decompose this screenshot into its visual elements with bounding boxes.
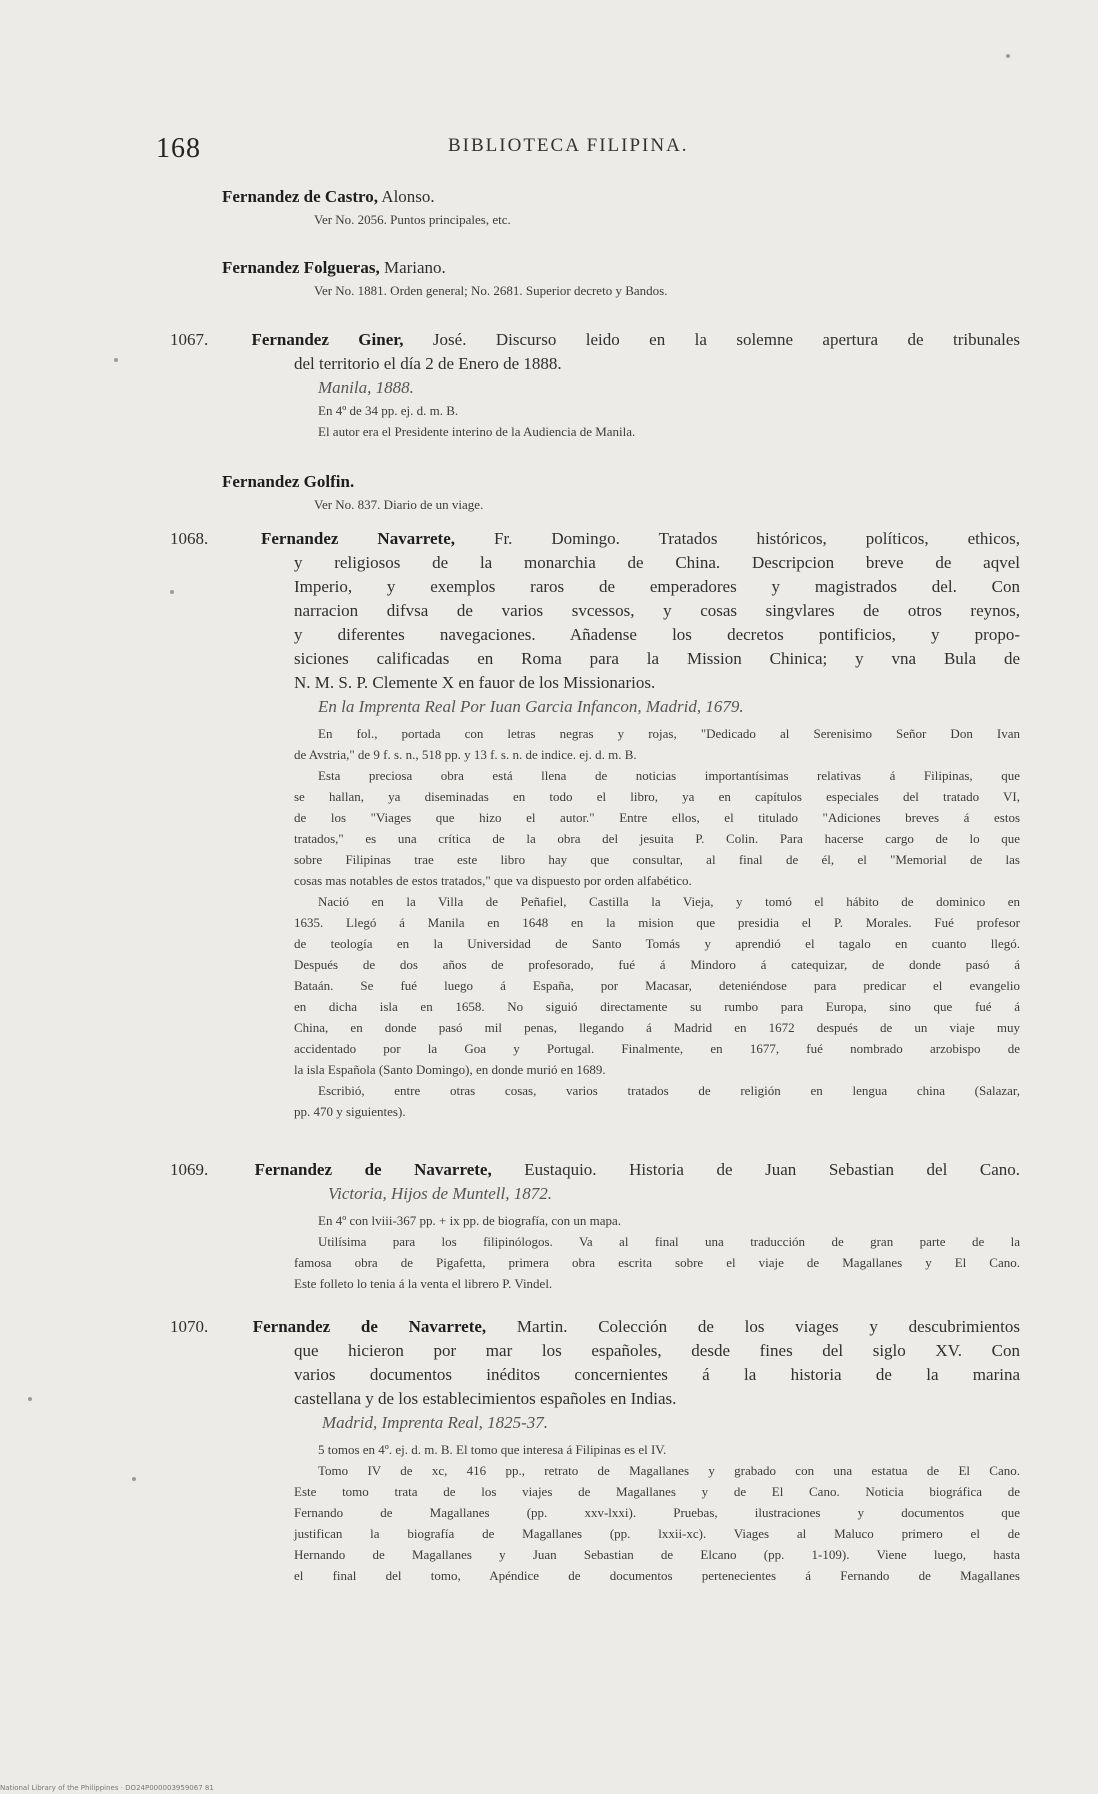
note-line: Este folleto lo tenia á la venta el librero P. Vindel.: [294, 1276, 553, 1291]
note-line: Este tomo trata de los viajes de Magallanes y de El Cano. Noticia biográfica de: [294, 1484, 1020, 1499]
author-name: Fernandez Golfin.: [222, 472, 355, 491]
note-line: Nació en la Villa de Peñafiel, Castilla la Vieja, y tomó el hábito de dominico en: [318, 894, 1020, 909]
note-line: 1635. Llegó á Manila en 1648 en la mision que presidia el P. Morales. Fué profesor: [294, 915, 1020, 930]
author-name: Fernandez de Navarrete,: [254, 1160, 492, 1179]
author-name: Fernandez Navarrete,: [261, 529, 455, 548]
scan-speck: [114, 358, 118, 362]
title-line: castellana y de los establecimientos españoles en Indias.: [294, 1389, 677, 1408]
note-line: de los "Viages que hizo el autor." Entre ellos, el titulado "Adiciones breves á estos: [294, 810, 1020, 825]
entry-1069: [0, 1158, 1098, 1294]
note-line: pp. 470 y siguientes).: [294, 1104, 406, 1119]
ref-heading: [0, 470, 1098, 494]
imprint: Manila, 1888.: [318, 378, 414, 397]
title-line: Imperio, y exemplos raros de emperadores y magistrados del. Con: [294, 577, 1020, 596]
title-line: del territorio el día 2 de Enero de 1888.: [294, 354, 562, 373]
note-line: China, en donde pasó mil penas, llegando á Madrid en 1672 después de un viaje muy: [294, 1020, 1020, 1035]
ref-heading: [0, 256, 1098, 280]
cross-reference-golfin: [0, 470, 1098, 515]
note-line: Escribió, entre otras cosas, varios tratados de religión en lengua china (Salazar,: [318, 1083, 1020, 1098]
author-name: Fernandez Folgueras,: [222, 258, 380, 277]
author-given-name: Martin.: [516, 1317, 568, 1336]
page-number: 168: [156, 133, 201, 164]
title-line: Historia de Juan Sebastian del Cano.: [629, 1160, 1021, 1179]
note-line: sobre Filipinas trae este libro hay que consultar, al final de él, el "Memorial de las: [294, 852, 1020, 867]
scan-credit: National Library of the Philippines · DO24P000003959067 81: [0, 1784, 214, 1792]
entry-1070: [0, 1315, 1098, 1586]
author-given-name: Fr. Domingo.: [493, 529, 620, 548]
imprint: Madrid, Imprenta Real, 1825-37.: [322, 1413, 549, 1432]
imprint: Victoria, Hijos de Muntell, 1872.: [328, 1184, 552, 1203]
note-line: Fernando de Magallanes (pp. xxv-lxxi). Pruebas, ilustraciones y documentos que: [294, 1505, 1020, 1520]
see-reference: Ver No. 837. Diario de un viage.: [314, 497, 484, 512]
note-line: de Avstria," de 9 f. s. n., 518 pp. y 13 f. s. n. de indice. ej. d. m. B.: [294, 747, 637, 762]
note-line: cosas mas notables de estos tratados," que va dispuesto por orden alfabético.: [294, 873, 692, 888]
cross-reference-folgueras: [0, 256, 1098, 301]
author-name: Fernandez de Castro,: [222, 187, 378, 206]
scan-speck: [170, 590, 174, 594]
title-line: N. M. S. P. Clemente X en fauor de los Missionarios.: [294, 673, 656, 692]
note-line: de teología en la Universidad de Santo Tomás y aprendió el tagalo en cuanto llegó.: [294, 936, 1020, 951]
entry-heading-line: [0, 328, 1020, 352]
scan-speck: [1006, 54, 1010, 58]
annotation: El autor era el Presidente interino de la Audiencia de Manila.: [318, 424, 636, 439]
ref-heading: [0, 185, 1098, 209]
note-line: En 4º con lviii-367 pp. + ix pp. de biografía, con un mapa.: [318, 1213, 622, 1228]
title-line: Tratados históricos, políticos, ethicos,: [658, 529, 1020, 548]
note-line: justifican la biografía de Magallanes (pp. lxxii-xc). Viages al Maluco primero el de: [294, 1526, 1020, 1541]
entry-1067: [0, 328, 1098, 442]
note-line: el final del tomo, Apéndice de documentos pertenecientes á Fernando de Magallanes: [294, 1568, 1020, 1583]
entry-1068: [0, 527, 1098, 1122]
title-line: narracion difvsa de varios svcessos, y cosas singvlares de otros reynos,: [294, 601, 1020, 620]
see-reference: Ver No. 2056. Puntos principales, etc.: [314, 212, 511, 227]
note-line: Después de dos años de profesorado, fué á Mindoro á catequizar, de donde pasó á: [294, 957, 1020, 972]
entry-number: 1068.: [170, 529, 209, 548]
imprint: En la Imprenta Real Por Iuan Garcia Infancon, Madrid, 1679.: [318, 697, 744, 716]
note-line: Tomo IV de xc, 416 pp., retrato de Magallanes y grabado con una estatua de El Cano.: [318, 1463, 1020, 1478]
note-line: accidentado por la Goa y Portugal. Finalmente, en 1677, fué nombrado arzobispo de: [294, 1041, 1020, 1056]
title-line: Discurso leido en la solemne apertura de tribunales: [495, 330, 1021, 349]
note-line: tratados," es una crítica de la obra del jesuita P. Colin. Para hacerse cargo de lo que: [294, 831, 1020, 846]
note-line: Esta preciosa obra está llena de noticias importantísimas relativas á Filipinas, que: [318, 768, 1020, 783]
note-line: En fol., portada con letras negras y rojas, "Dedicado al Serenisimo Señor Don Ivan: [318, 726, 1020, 741]
entry-number: 1067.: [170, 330, 209, 349]
entry-number: 1069.: [170, 1160, 209, 1179]
title-line: Colección de los viages y descubrimientos: [598, 1317, 1020, 1336]
title-line: varios documentos inéditos concernientes á la historia de la marina: [294, 1365, 1020, 1384]
author-name: Fernandez Giner,: [251, 330, 404, 349]
author-given-name: Eustaquio.: [524, 1160, 597, 1179]
author-given-name: Alonso.: [381, 187, 435, 206]
title-line: que hicieron por mar los españoles, desde fines del siglo XV. Con: [294, 1341, 1020, 1360]
collation-note: En 4º de 34 pp. ej. d. m. B.: [318, 403, 459, 418]
entry-heading-line: [0, 1315, 1020, 1339]
see-reference: Ver No. 1881. Orden general; No. 2681. Superior decreto y Bandos.: [314, 283, 668, 298]
scan-speck: [28, 1397, 32, 1401]
note-line: Hernando de Magallanes y Juan Sebastian de Elcano (pp. 1-109). Viene luego, hasta: [294, 1547, 1020, 1562]
entry-heading-line: [0, 527, 1020, 551]
scan-speck: [132, 1477, 136, 1481]
entry-heading-line: [0, 1158, 1020, 1182]
title-line: y diferentes navegaciones. Añadense los decretos pontificios, y propo-: [294, 625, 1020, 644]
note-line: 5 tomos en 4º. ej. d. m. B. El tomo que interesa á Filipinas es el IV.: [318, 1442, 667, 1457]
note-line: en dicha isla en 1658. No siguió directamente su rumbo para Europa, sino que fué á: [294, 999, 1020, 1014]
note-line: famosa obra de Pigafetta, primera obra escrita sobre el viaje de Magallanes y El Cano.: [294, 1255, 1020, 1270]
title-line: y religiosos de la monarchia de China. Descripcion breve de aqvel: [294, 553, 1020, 572]
title-line: siciones calificadas en Roma para la Mission Chinica; y vna Bula de: [294, 649, 1020, 668]
entry-number: 1070.: [170, 1317, 209, 1336]
author-given-name: Mariano.: [383, 258, 446, 277]
author-given-name: José.: [432, 330, 467, 349]
cross-reference-castro: [0, 185, 1098, 230]
author-name: Fernandez de Navarrete,: [252, 1317, 487, 1336]
note-line: se hallan, ya diseminadas en todo el libro, ya en capítulos especiales del tratado VI,: [294, 789, 1020, 804]
running-title: BIBLIOTECA FILIPINA.: [448, 135, 689, 156]
note-line: Utilísima para los filipinólogos. Va al final una traducción de gran parte de la: [318, 1234, 1020, 1249]
note-line: la isla Española (Santo Domingo), en donde murió en 1689.: [294, 1062, 606, 1077]
note-line: Bataán. Se fué luego á España, por Macasar, deteniéndose para predicar el evangelio: [294, 978, 1020, 993]
